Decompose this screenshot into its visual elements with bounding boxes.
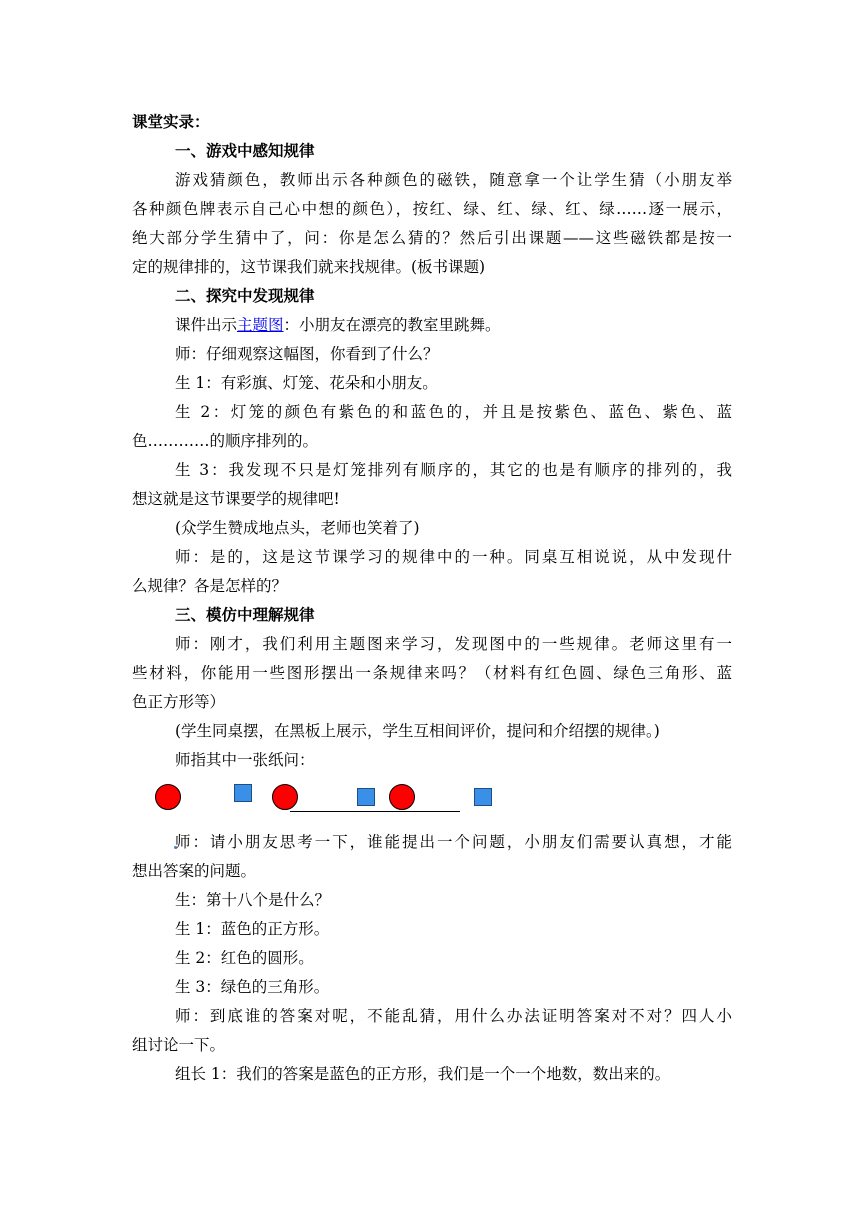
paragraph-line: 游戏猜颜色，教师出示各种颜色的磁铁，随意拿一个让学生猜（小朋友举 — [175, 171, 732, 189]
paragraph-line: 生 3：绿色的三角形。 — [175, 978, 330, 996]
paragraph-line — [175, 311, 732, 339]
answer-blank-line — [290, 811, 460, 812]
paragraph-line: 生 1：蓝色的正方形。 — [175, 920, 330, 938]
paragraph-line: 组长 1：我们的答案是蓝色的正方形，我们是一个一个地数，数出来的。 — [175, 1065, 671, 1083]
text-fragment: 课件出示 — [175, 316, 238, 334]
paragraph-line: 生 2：红色的圆形。 — [175, 949, 314, 967]
paragraph-line: 师：到底谁的答案对呢，不能乱猜，用什么办法证明答案对不对？四人小 — [175, 1007, 732, 1025]
theme-image-link[interactable]: 主题图 — [237, 316, 284, 334]
paragraph-line: 想这就是这节课要学的规律吧! — [132, 490, 340, 508]
section-2-title: 二、探究中发现规律 — [175, 286, 315, 305]
paragraph-line: 师：是的，这是这节课学习的规律中的一种。同桌互相说说，从中发现什 — [175, 548, 732, 566]
record-heading: 课堂实录： — [132, 112, 210, 131]
paragraph-line: 师：仔细观察这幅图，你看到了什么？ — [175, 345, 439, 363]
blue-square-shape — [357, 788, 375, 806]
paragraph-line: 生 1：有彩旗、灯笼、花朵和小朋友。 — [175, 374, 438, 392]
paragraph-line: 生 3：我发现不只是灯笼排列有顺序的，其它的也是有顺序的排列的，我 — [175, 461, 732, 479]
paragraph-line: 定的规律排的，这节课我们就来找规律。(板书课题) — [132, 258, 486, 276]
paragraph-line: 想出答案的问题。 — [132, 862, 257, 880]
paragraph-line: 各种颜色牌表示自己心中想的颜色），按红、绿、红、绿、红、绿……逐一展示， — [132, 200, 732, 218]
paragraph-line: 师：请小朋友思考一下，谁能提出一个问题，小朋友们需要认真想，才能 — [175, 833, 732, 851]
paragraph-line: 组讨论一下。 — [132, 1036, 226, 1054]
blue-square-shape — [474, 788, 492, 806]
section-3-title: 三、模仿中理解规律 — [175, 605, 315, 624]
blue-square-shape — [234, 784, 252, 802]
paragraph-line: (众学生赞成地点头，老师也笑着了) — [175, 519, 420, 537]
paragraph-line: 些材料，你能用一些图形摆出一条规律来吗？（材料有红色圆、绿色三角形、蓝 — [132, 664, 732, 682]
paragraph-line: 生：第十八个是什么？ — [175, 891, 331, 909]
paragraph-line: 生 2：灯笼的颜色有紫色的和蓝色的，并且是按紫色、蓝色、紫色、蓝 — [175, 403, 732, 421]
paragraph-line: 师指其中一张纸问： — [175, 751, 315, 769]
paragraph-line: 师：刚才，我们利用主题图来学习，发现图中的一些规律。老师这里有一 — [175, 635, 732, 653]
paragraph-line: 么规律？各是怎样的？ — [132, 577, 288, 595]
red-circle-shape — [389, 784, 415, 810]
red-circle-shape — [272, 784, 298, 810]
paragraph-line: 绝大部分学生猜中了，问：你是怎么猜的？然后引出课题——这些磁铁都是按一 — [132, 229, 732, 247]
paragraph-line: (学生同桌摆，在黑板上展示，学生互相间评价，提问和介绍摆的规律。) — [175, 722, 660, 740]
paragraph-line: 色…………的顺序排列的。 — [132, 432, 319, 450]
section-1-title: 一、游戏中感知规律 — [175, 141, 315, 160]
paragraph-line: 色正方形等） — [132, 693, 226, 711]
red-circle-shape — [155, 784, 181, 810]
text-fragment: ：小朋友在漂亮的教室里跳舞。 — [283, 316, 501, 334]
